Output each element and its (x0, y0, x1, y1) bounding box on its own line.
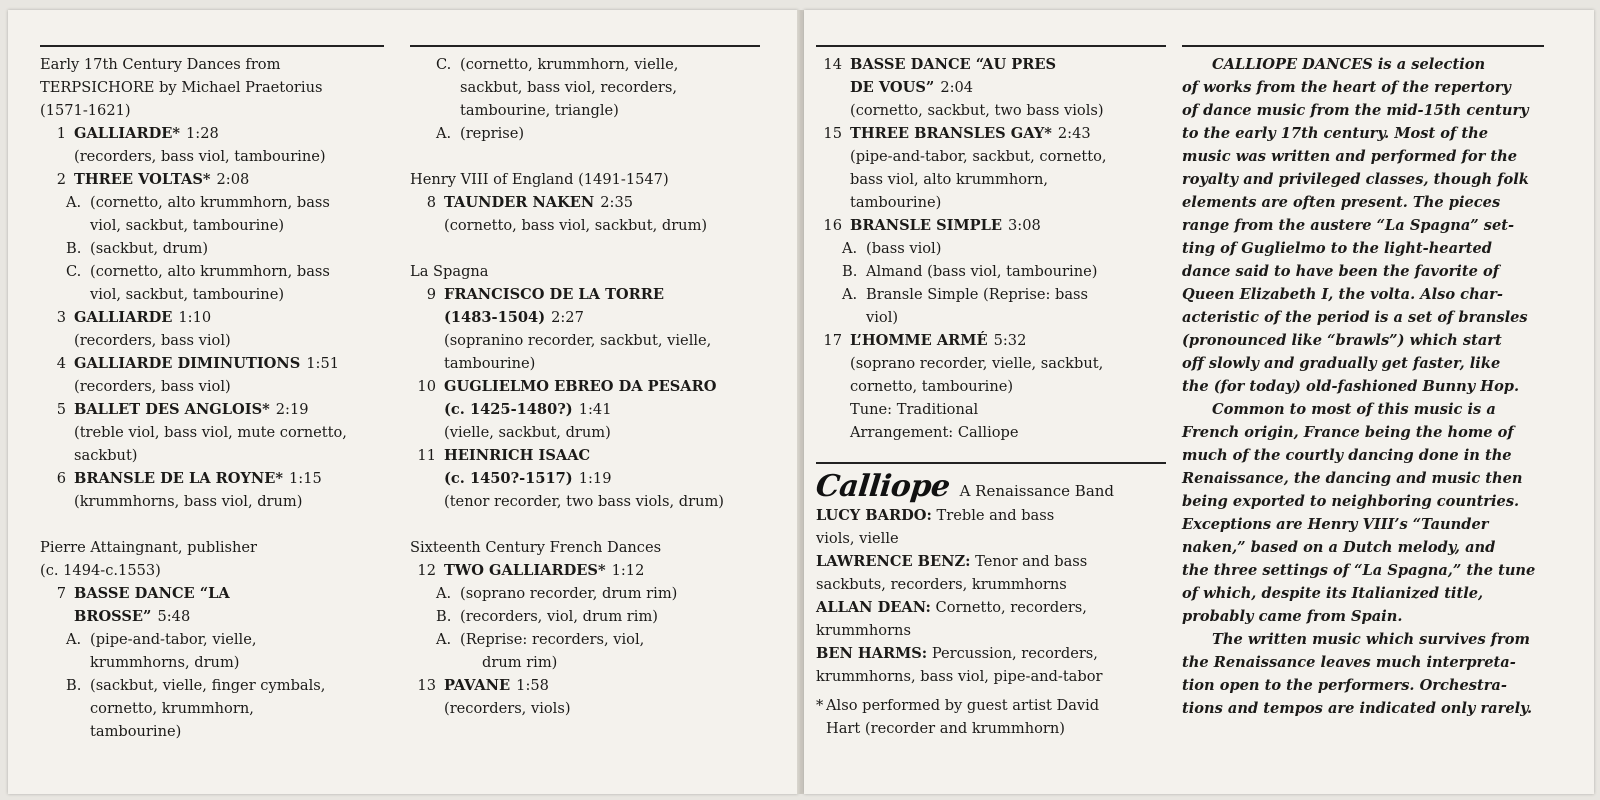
movement-text: (reprise) (460, 125, 525, 142)
movement (40, 674, 384, 743)
section-heading: (1571-1621) (40, 102, 131, 119)
movement-text: cornetto, krummhorn, (90, 700, 254, 717)
movement-text: (sackbut, drum) (90, 240, 209, 257)
track-duration: 2:04 (940, 79, 974, 96)
track-title: BASSE DANCE “AU PRES (850, 56, 1057, 73)
track-instruments: (recorders, bass viol) (74, 378, 231, 395)
track-instruments: (sopranino recorder, sackbut, vielle, (444, 332, 712, 349)
member-role: Tenor and bass (975, 553, 1088, 570)
movement (816, 283, 1166, 329)
track-duration: 1:28 (186, 125, 219, 142)
track-number: 12 (417, 562, 436, 579)
band-member (816, 642, 1166, 688)
track-number: 2 (56, 171, 66, 188)
movement-text: tambourine, triangle) (460, 102, 619, 119)
movement (40, 237, 384, 260)
track-list-column-1 (40, 45, 384, 743)
movement-label: B. (66, 240, 82, 257)
note-text: Also performed by guest artist David (826, 697, 1100, 714)
track-composer-dates: (c. 1450?-1517) (444, 470, 573, 487)
section-heading: Pierre Attaingnant, publisher (40, 539, 258, 556)
track-number: 16 (823, 217, 842, 234)
track-title: FRANCISCO DE LA TORRE (444, 286, 665, 303)
essay-line: Queen Elizabeth I, the volta. Also char- (1182, 286, 1503, 303)
track-8 (410, 191, 760, 237)
track-title: THREE VOLTAS* (74, 171, 211, 188)
movement-label: C. (66, 263, 82, 280)
movement-text: sackbut, bass viol, recorders, (460, 79, 678, 96)
track-instruments: bass viol, alto krummhorn, (850, 171, 1049, 188)
track-number: 14 (823, 56, 842, 73)
track-13 (410, 674, 760, 720)
track-list-column-2 (410, 45, 760, 720)
member-role: krummhorns, bass viol, pipe-and-tabor (816, 668, 1103, 685)
essay-line: royalty and privileged classes, though folk (1182, 171, 1529, 188)
track-duration: 1:41 (578, 401, 612, 418)
member-role: viols, vielle (816, 530, 899, 547)
member-role: Treble and bass (936, 507, 1055, 524)
essay-line: dance said to have been the favorite of (1182, 263, 1499, 280)
track-number: 1 (56, 125, 66, 142)
movement-label: A. (436, 125, 452, 142)
essay-line: off slowly and gradually get faster, like (1182, 355, 1501, 372)
track-title: THREE BRANSLES GAY* (850, 125, 1052, 142)
essay-line: (pronounced like “brawls”) which start (1182, 332, 1502, 349)
track-title: BRANSLE SIMPLE (850, 217, 1003, 234)
track-title: GALLIARDE DIMINUTIONS (74, 355, 301, 372)
track-number: 11 (417, 447, 436, 464)
track-title: TWO GALLIARDES* (444, 562, 606, 579)
movement-label: A. (66, 194, 82, 211)
liner-notes-essay (1182, 45, 1544, 720)
track-title: GALLIARDE* (74, 125, 180, 142)
track-instruments: cornetto, tambourine) (850, 378, 1014, 395)
track-title: BALLET DES ANGLOIS* (74, 401, 270, 418)
track-duration: 1:19 (578, 470, 612, 487)
track-composer-dates: (1483-1504) (444, 309, 546, 326)
section-heading: (c. 1494-c.1553) (40, 562, 161, 579)
essay-line: Common to most of this music is a (1212, 401, 1496, 418)
track-title: BRANSLE DE LA ROYNE* (74, 470, 284, 487)
band-subtitle: A Renaissance Band (959, 482, 1115, 500)
essay-line: naken,” based on a Dutch melody, and (1182, 539, 1496, 556)
essay-line: of which, despite its Italianized title, (1182, 585, 1484, 602)
essay-line: of dance music from the mid-15th century (1182, 102, 1529, 119)
track-number: 3 (56, 309, 66, 326)
band-member (816, 550, 1166, 596)
track-instruments: tambourine) (850, 194, 942, 211)
section-heading: TERPSICHORE by Michael Praetorius (40, 79, 323, 96)
track-instruments: tambourine) (444, 355, 536, 372)
band-header (816, 470, 1166, 504)
movement (410, 605, 760, 628)
track-title: BASSE DANCE “LA (74, 585, 230, 602)
calliope-logo: Calliope (814, 469, 952, 504)
movement-label: A. (842, 240, 858, 257)
track-number: 6 (56, 470, 66, 487)
essay-line: The written music which survives from (1212, 631, 1530, 648)
track-11 (410, 444, 760, 513)
movement (816, 237, 1166, 260)
track-instruments: (recorders, viols) (444, 700, 571, 717)
movement-text: (soprano recorder, drum rim) (460, 585, 678, 602)
track-16 (816, 214, 1166, 237)
movement (40, 628, 384, 674)
track-duration: 5:32 (993, 332, 1027, 349)
column-rule (40, 45, 384, 47)
essay-line: ting of Guglielmo to the light-hearted (1182, 240, 1492, 257)
track-duration: 2:19 (275, 401, 309, 418)
column-rule (410, 45, 760, 47)
movement-text: Bransle Simple (Reprise: bass (866, 286, 1089, 303)
movement (40, 260, 384, 306)
section-heading: Sixteenth Century French Dances (410, 539, 662, 556)
track-duration: 1:15 (289, 470, 322, 487)
movement-text: (bass viol) (866, 240, 942, 257)
track-duration: 1:51 (306, 355, 340, 372)
movement-text: krummhorns, drum) (90, 654, 240, 671)
track-duration: 3:08 (1008, 217, 1041, 234)
essay-line: the (for today) old-fashioned Bunny Hop. (1182, 378, 1520, 395)
movement-text: (sackbut, vielle, finger cymbals, (90, 677, 326, 694)
essay-line: to the early 17th century. Most of the (1182, 125, 1488, 142)
section-heading: Henry VIII of England (1491-1547) (410, 171, 669, 188)
track-list-column-3 (816, 45, 1166, 740)
essay-line: acteristic of the period is a set of bransles (1182, 309, 1528, 326)
track-number: 4 (56, 355, 66, 372)
track-number: 10 (417, 378, 436, 395)
track-duration: 2:43 (1057, 125, 1091, 142)
track-instruments: (recorders, bass viol, tambourine) (74, 148, 326, 165)
track-number: 9 (426, 286, 436, 303)
movement (410, 122, 760, 145)
track-composer-dates: (c. 1425-1480?) (444, 401, 573, 418)
track-duration: 2:08 (216, 171, 250, 188)
band-member (816, 504, 1166, 550)
note-text: Hart (recorder and krummhorn) (826, 720, 1065, 737)
track-7 (40, 582, 384, 628)
movement-text: viol, sackbut, tambourine) (90, 217, 285, 234)
track-number: 17 (823, 332, 842, 349)
essay-line: Exceptions are Henry VIII’s “Taunder (1182, 516, 1489, 533)
movement-label: A. (436, 631, 452, 648)
band-member (816, 596, 1166, 642)
section-heading: Early 17th Century Dances from (40, 56, 281, 73)
track-3 (40, 306, 384, 352)
essay-line: the three settings of “La Spagna,” the tune (1182, 562, 1536, 579)
movement-text: Almand (bass viol, tambourine) (866, 263, 1098, 280)
essay-line: probably came from Spain. (1182, 608, 1403, 625)
track-title: GALLIARDE (74, 309, 173, 326)
movement (410, 53, 760, 122)
movement-label: B. (842, 263, 858, 280)
track-number: 13 (417, 677, 436, 694)
track-2 (40, 168, 384, 191)
track-duration: 1:58 (516, 677, 549, 694)
track-5 (40, 398, 384, 467)
track-title: HEINRICH ISAAC (444, 447, 591, 464)
member-role: Percussion, recorders, (931, 645, 1098, 662)
track-title: GUGLIELMO EBREO DA PESARO (444, 378, 717, 395)
track-credit: Tune: Traditional (850, 401, 979, 418)
essay-line: French origin, France being the home of (1182, 424, 1514, 441)
member-name: ALLAN DEAN: (816, 599, 931, 616)
movement-text: (cornetto, alto krummhorn, bass (90, 194, 330, 211)
essay-line: music was written and performed for the (1182, 148, 1518, 165)
track-instruments: (soprano recorder, vielle, sackbut, (850, 355, 1104, 372)
track-duration: 2:27 (551, 309, 584, 326)
track-4 (40, 352, 384, 398)
column-rule (816, 45, 1166, 47)
member-name: LUCY BARDO: (816, 507, 932, 524)
track-duration: 2:35 (600, 194, 634, 211)
movement-text: (Reprise: recorders, viol, (460, 631, 645, 648)
movement-label: C. (436, 56, 452, 73)
movement-text: viol) (866, 309, 899, 326)
track-1 (40, 122, 384, 168)
movement-label: A. (842, 286, 858, 303)
essay-line: elements are often present. The pieces (1182, 194, 1501, 211)
track-instruments: sackbut) (74, 447, 138, 464)
member-name: BEN HARMS: (816, 645, 928, 662)
movement-text: tambourine) (90, 723, 182, 740)
essay-line: of works from the heart of the repertory (1182, 79, 1511, 96)
movement-text: viol, sackbut, tambourine) (90, 286, 285, 303)
essay-line: tions and tempos are indicated only rarely. (1182, 700, 1533, 717)
track-title: BROSSE” (74, 608, 152, 625)
movement (816, 260, 1166, 283)
track-credit: Arrangement: Calliope (850, 424, 1019, 441)
track-9 (410, 283, 760, 375)
movement-label: A. (66, 631, 82, 648)
track-number: 7 (56, 585, 66, 602)
track-17 (816, 329, 1166, 444)
essay-line: the Renaissance leaves much interpreta- (1182, 654, 1516, 671)
track-number: 15 (823, 125, 842, 142)
track-title: PAVANE (444, 677, 511, 694)
track-15 (816, 122, 1166, 214)
asterisk: * (816, 697, 824, 714)
movement-label: A. (436, 585, 452, 602)
movement (410, 628, 760, 674)
track-instruments: (recorders, bass viol) (74, 332, 231, 349)
column-rule (1182, 45, 1544, 47)
track-instruments: (cornetto, sackbut, two bass viols) (850, 102, 1104, 119)
movement (410, 582, 760, 605)
track-10 (410, 375, 760, 444)
movement-text: (recorders, viol, drum rim) (460, 608, 658, 625)
track-title: DE VOUS” (850, 79, 935, 96)
movement-label: B. (436, 608, 452, 625)
track-duration: 1:10 (178, 309, 212, 326)
movement-label: B. (66, 677, 82, 694)
track-14 (816, 53, 1166, 122)
essay-line: much of the courtly dancing done in the (1182, 447, 1512, 464)
essay-line: range from the austere “La Spagna” set- (1182, 217, 1515, 234)
movement-text: (pipe-and-tabor, vielle, (90, 631, 257, 648)
track-title: TAUNDER NAKEN (444, 194, 595, 211)
member-role: krummhorns (816, 622, 911, 639)
section-heading: La Spagna (410, 263, 489, 280)
track-number: 5 (56, 401, 66, 418)
track-instruments: (treble viol, bass viol, mute cornetto, (74, 424, 347, 441)
track-instruments: (tenor recorder, two bass viols, drum) (444, 493, 724, 510)
movement (40, 191, 384, 237)
track-instruments: (pipe-and-tabor, sackbut, cornetto, (850, 148, 1107, 165)
essay-line: Renaissance, the dancing and music then (1182, 470, 1523, 487)
movement-text: drum rim) (482, 654, 558, 671)
essay-line: tion open to the performers. Orchestra- (1182, 677, 1507, 694)
track-instruments: (krummhorns, bass viol, drum) (74, 493, 303, 510)
essay-line: CALLIOPE DANCES is a selection (1212, 56, 1486, 73)
track-number: 8 (426, 194, 436, 211)
member-role: Cornetto, recorders, (935, 599, 1087, 616)
track-duration: 5:48 (157, 608, 191, 625)
track-instruments: (vielle, sackbut, drum) (444, 424, 611, 441)
movement-text: (cornetto, alto krummhorn, bass (90, 263, 330, 280)
movement-text: (cornetto, krummhorn, vielle, (460, 56, 679, 73)
track-duration: 1:12 (611, 562, 645, 579)
track-6 (40, 467, 384, 513)
track-12 (410, 559, 760, 582)
section-rule (816, 462, 1166, 464)
member-name: LAWRENCE BENZ: (816, 553, 971, 570)
track-instruments: (cornetto, bass viol, sackbut, drum) (444, 217, 708, 234)
member-role: sackbuts, recorders, krummhorns (816, 576, 1067, 593)
essay-line: being exported to neighboring countries. (1182, 493, 1520, 510)
track-title: L’HOMME ARMÉ (850, 332, 988, 349)
guest-artist-note (816, 694, 1166, 740)
